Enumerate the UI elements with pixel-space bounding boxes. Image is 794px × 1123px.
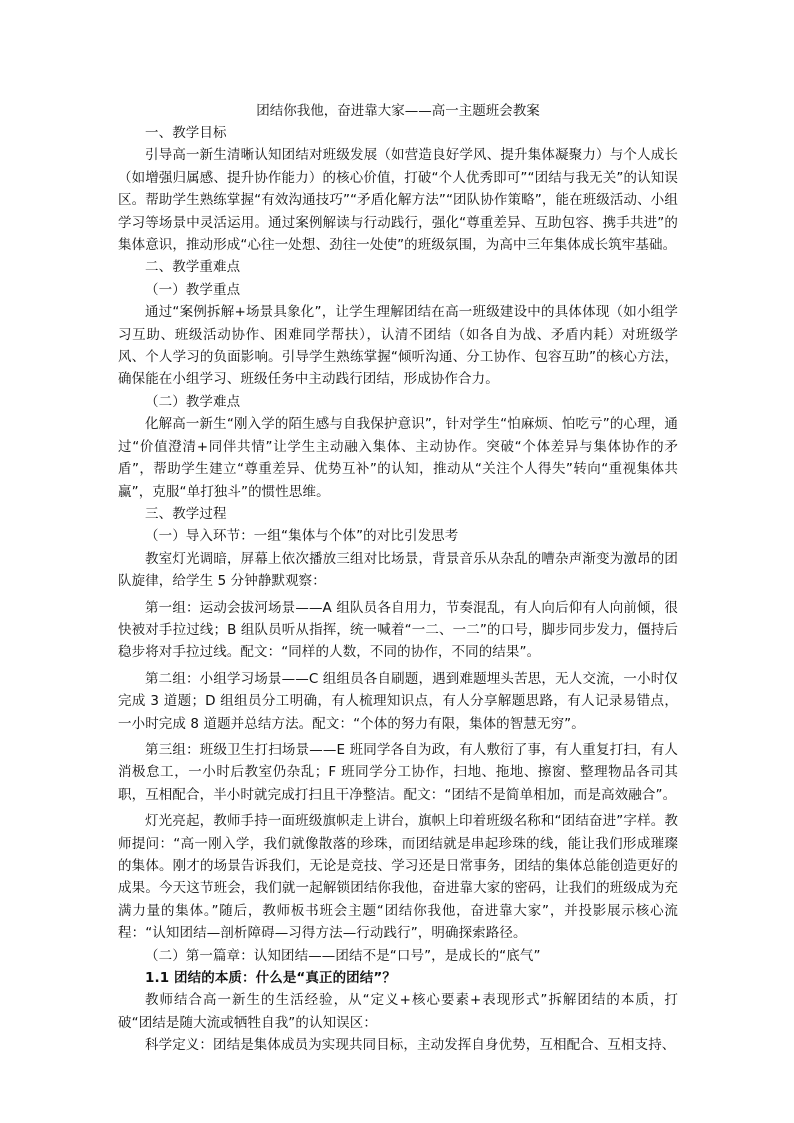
paragraph-group-one: 第一组：运动会拔河场景——A 组队员各自用力，节奏混乱，有人向后仰有人向前倾，很快被对手拉过线；B 组队员听从指挥，统一喊着“一二、一二”的口号，脚步同步发力，僵持后稳步将对手拉过线。配文：“同样的人数，不同的协作，不同的结果”。 [118, 599, 678, 661]
section-heading-process: 三、教学过程 [145, 505, 227, 522]
subheading-difficulties: （二）教学难点 [145, 393, 241, 410]
document-page [118, 100, 678, 1057]
paragraph-intro: 教室灯光调暗，屏幕上依次播放三组对比场景，背景音乐从杂乱的嘈杂声渐变为激昂的团队旋律，给学生 5 分钟静默观察： [118, 550, 678, 590]
subheading-introduction: （一）导入环节：一组“集体与个体”的对比引发思考 [145, 528, 459, 545]
subheading-essence: 1.1 团结的本质：什么是“真正的团结”？ [145, 970, 396, 987]
subheading-chapter-one: （二）第一篇章：认知团结——团结不是“口号”，是成长的“底气” [145, 947, 541, 964]
document-title: 团结你我他，奋进靠大家——高一主题班会教案 [256, 103, 540, 119]
paragraph-goals: 引导高一新生清晰认知团结对班级发展（如营造良好学风、提升集体凝聚力）与个人成长（如增强归属感、提升协作能力）的核心价值，打破“个人优秀即可”“团结与我无关”的认知误区。帮助学生熟练掌握“有效沟通技巧”“矛盾化解方法”“团队协作策略”，能在班级活动、小组学习等场景中灵活运用。通过案例解读与行动践行，强化“尊重差异、互助包容、携手共进”的集体意识，推动形成“心往一处想、劲往一处使”的班级氛围，为高中三年集体成长筑牢基础。 [118, 147, 678, 254]
section-heading-key-points: 二、教学重难点 [145, 259, 241, 276]
paragraph-essence: 教师结合高一新生的生活经验，从“定义+核心要素+表现形式”拆解团结的本质，打破“团结是随大流或牺牲自我”的认知误区： [118, 992, 678, 1031]
section-heading-goals: 一、教学目标 [145, 125, 227, 141]
paragraph-key-points: 通过“案例拆解+场景具象化”，让学生理解团结在高一班级建设中的具体体现（如小组学习互助、班级活动协作、困难同学帮扶），认清不团结（如各自为战、矛盾内耗）对班级学风、个人学习的负面影响。引导学生熟练掌握“倾听沟通、分工协作、包容互助”的核心方法，确保能在小组学习、班级任务中主动践行团结，形成协作合力。 [118, 304, 678, 388]
paragraph-definition: 科学定义：团结是集体成员为实现共同目标，主动发挥自身优势，互相配合、互相支持、 [145, 1037, 676, 1054]
paragraph-group-three: 第三组：班级卫生打扫场景——E 班同学各自为政，有人敷衍了事，有人重复打扫，有人消极怠工，一小时后教室仍杂乱；F 班同学分工协作，扫地、拖地、擦窗、整理物品各司其职，互相配合，半小时就完成打扫且干净整洁。配文：“团结不是简单相加，而是高效融合”。 [118, 741, 678, 803]
paragraph-group-two: 第二组：小组学习场景——C 组组员各自刷题，遇到难题埋头苦思，无人交流，一小时仅完成 3 道题；D 组组员分工明确，有人梳理知识点，有人分享解题思路，有人记录易错点，一小时完成 8 道题并总结方法。配文：“个体的努力有限，集体的智慧无穷”。 [118, 670, 678, 732]
paragraph-difficulties: 化解高一新生“刚入学的陌生感与自我保护意识”，针对学生“怕麻烦、怕吃亏”的心理，通过“价值澄清+同伴共情”让学生主动融入集体、主动协作。突破“个体差异与集体协作的矛盾”，帮助学生建立“尊重差异、优势互补”的认知，推动从“关注个人得失”转向“重视集体共赢”，克服“单打独斗”的惯性思维。 [118, 416, 678, 500]
paragraph-teacher-question: 灯光亮起，教师手持一面班级旗帜走上讲台，旗帜上印着班级名称和“团结奋进”字样。教师提问：“高一刚入学，我们就像散落的珍珠，而团结就是串起珍珠的线，能让我们形成璀璨的集体。刚才的场景告诉我们，无论是竞技、学习还是日常事务，团结的集体总能创造更好的成果。今天这节班会，我们就一起解锁团结你我他，奋进靠大家的密码，让我们的班级成为充满力量的集体。”随后，教师板书班会主题“团结你我他，奋进靠大家”，并投影展示核心流程：“认知团结—剖析障碍—习得方法—行动践行”，明确探索路径。 [118, 813, 678, 942]
subheading-key-points: （一）教学重点 [145, 281, 241, 298]
